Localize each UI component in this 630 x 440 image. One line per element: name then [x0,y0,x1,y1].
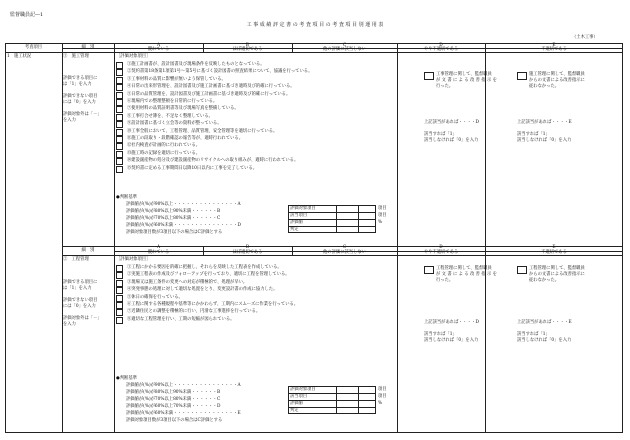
section1-check[interactable] [116,77,123,84]
section2-d-check[interactable] [424,266,434,274]
criteria-line: 評価値が(%)が70%以上80%未満・・・・・・C [126,397,221,402]
score-label: 該当項目 [290,393,308,399]
list-item: ⑥現場内での整理整頓を日常的に行っている。 [127,99,218,104]
section1-check[interactable] [116,143,123,150]
grade-desc-e: 不適切である [541,47,567,52]
col-header-detail: 細 別 [81,44,95,50]
list-item: ⑦近隣住民との調整を積極的に行い、円滑な工事進捗を行っている。 [127,309,261,315]
section2-check[interactable] [116,287,123,294]
grade-letter-c: C [342,42,347,48]
score-label: 評価対象項目 [290,386,316,392]
section2-e-check[interactable] [517,266,527,274]
section1-eval-title: ［評価対象項目］ [116,54,151,59]
section2-check[interactable] [116,309,123,316]
section1-subitem: ① 施工管理 [63,54,89,59]
section1-criteria-title: ●判断基準 [116,195,137,200]
score-unit: % [378,219,383,225]
list-item: ⑧工事打合せ簿を、不足なく整理している。 [127,113,213,119]
s2-grade-desc-c: 他の評価に該当しない [323,249,366,255]
criteria-line: 評価値が(%)が90%以上・・・・・・・・・・・・・・・A [126,383,241,388]
section2-d-text: 工程管理に関して、監督職員 が 文 書 に よ る 改 善 指 示 を 行った。 [436,266,497,283]
section2-d-apply: 上記該当があれば・・・・D 該当すれば「1」 該当しなければ「0」を入力 [424,320,480,343]
list-item: ⑭建設副産物の処分及び建設副産物のリサイクルへの取り組みが、適時に行われている。 [127,158,299,164]
grade-letter-d: D [439,42,443,48]
criteria-line: 評価値が(%)が80%以上90%未満・・・・・・B [126,209,221,214]
section1-check[interactable] [116,106,123,113]
section2-subitem: ② 工程管理 [63,257,89,262]
grade-desc-a: 優れている [147,47,170,52]
criteria-line: 評価値が(%)が60%以上70%未満・・・・・・D [126,404,221,409]
list-item: ⑩工事全般において、工程管理、品質管理、安全管理等を適切に行っている。 [127,128,278,134]
section2-check[interactable] [116,272,123,279]
s2-grade-desc-e: 不適切である [541,249,567,255]
section2-note: 評価できる項目に は「1」を入力 評価できない項目 には「0」を入力 評価対象外は「－」 を入力 [63,280,102,327]
score-unit: 項目 [378,393,387,399]
section2-check[interactable] [116,302,123,309]
s2-grade-desc-b: ほぼ適切である [232,249,263,255]
section1-e-text: 施工管理に関して、監督職員 からの文書による改善指示に 従わなかった。 [529,72,585,89]
section1-score-table [288,205,387,233]
section1-e-check[interactable] [517,72,527,80]
section2-check[interactable] [116,265,123,272]
score-unit: % [378,400,383,406]
section1-check[interactable] [116,136,123,143]
score-label: 評価値 [290,400,303,406]
section1-check[interactable] [116,121,123,128]
section1-category: 1 施工状況 [7,54,32,59]
list-item: ⑥工程に関する各種規程や基準等にかかわらず、工期内にスムーズに作業を行っている。 [127,302,299,307]
section2-check[interactable] [116,295,123,302]
list-item: ②契約書第18条第1項第1号～第5号に基づく設計図書の照査結果について、協議を行っている。 [127,69,313,75]
s2-grade-desc-a: 優れている [147,249,170,255]
section1-check[interactable] [116,114,123,121]
list-item: ⑤日常の品質管理を、設計図書及び施工計画書に基づき適時及び的確に行っている。 [127,91,291,97]
criteria-line: 評価対象項目数が3項目以下の場合はC評価とする [126,418,223,423]
criteria-line: 評価値が(%)が60%未満・・・・・・・・・・・・・・・E [126,411,241,416]
work-type-label: （土木工事） [572,35,598,40]
s2-grade-letter-c: C [342,245,347,251]
list-item: ⑤休日の確保を行っている。 [127,294,183,300]
section1-e-apply: 上記該当があれば・・・・E 該当すれば「1」 該当しなければ「0」を入力 [517,120,572,143]
grade-letter-a: A [156,42,161,48]
criteria-line: 評価値が(%)が90%以上・・・・・・・・・・・・・・・A [126,202,241,207]
list-item: ⑪施工の段取り・段階確認の報告等が、適時行われている。 [127,136,244,141]
criteria-line: 評価値が(%)が70%以上80%未満・・・・・・C [126,216,221,221]
score-label: 判定 [290,226,299,232]
section1-check[interactable] [116,69,123,76]
grade-letter-b: B [245,42,250,48]
section1-check[interactable] [116,129,123,136]
list-item: ⑮契約書に定める工事期間日以降10日以内に工事を完了している。 [127,165,258,171]
section2-col-header-detail: 細 別 [81,248,95,253]
doc-label: 監督職員記―1 [10,12,44,18]
list-item: ③工事材料の品質に影響が無いよう保管している。 [127,76,226,82]
section1-check[interactable] [116,158,123,165]
list-item: ③現場又は施工条件の変更への対応が積極的で、処理が早い。 [127,279,248,285]
grade-desc-d: やや不適切である [423,47,459,52]
section1-check[interactable] [116,166,123,173]
section2-check[interactable] [116,317,123,324]
score-unit: 項目 [378,205,387,211]
section2-eval-title: ［評価対象項目］ [116,257,151,262]
score-label: 該当項目 [290,212,308,218]
section1-d-check[interactable] [424,72,434,80]
score-unit: 項目 [378,212,387,218]
col-header-item: 考査項目 [24,44,43,50]
list-item: ①工程にかかる要因を的確に把握し、それらを反映した工程表を作成している。 [127,265,282,270]
criteria-line: 評価対象項目数が3項目以下の場合はC評価とする [126,230,223,235]
s2-grade-desc-d: やや不適切である [423,249,459,255]
list-item: ①施工計画書が、設計図書及び現場条件を反映したものとなっている。 [127,62,265,67]
grade-desc-b: ほぼ適切である [232,47,263,52]
grade-letter-e: E [552,42,556,48]
grade-desc-c: 他の評価に該当しない [323,47,366,52]
section2-check[interactable] [116,280,123,287]
score-label: 評価値 [290,219,303,225]
criteria-line: 評価値が(%)が80%以上90%未満・・・・・・B [126,390,221,395]
list-item: ⑦使用材料の品質証明書等及び現場写真を整備している。 [127,106,239,112]
score-label: 判定 [290,407,299,413]
list-item: ④日常の出来形管理を、設計図書及び施工計画書に基づき適時及び的確に行っている。 [127,84,295,90]
section1-d-text: 工事管理に関して、監督職員 が 文 書 に よ る 改 善 指 示 を 行った。 [436,72,497,89]
score-label: 評価対象項目 [290,205,316,211]
list-item: ⑨設計図書に基づく立会等の資料が整っている。 [127,121,222,127]
section1-check[interactable] [116,99,123,106]
section1-check[interactable] [116,62,123,69]
section2-score-table [288,386,387,414]
list-item: ⑧適切な工程管理を行い、工期の短縮が図られている。 [127,316,235,322]
section1-note: 評価できる項目に は「1」を入力 評価できない項目 には「0」を入力 評価対象外は「－」 を入力 [63,76,102,123]
criteria-line: 評価値が(%)が60%未満・・・・・・・・・・・・・・・D [126,223,241,228]
section2-e-apply: 上記該当があれば・・・・E 該当すれば「1」 該当しなければ「0」を入力 [517,320,572,343]
list-item: ④突発事態の処理に対して適切な処置をとり、変更設計書の作成に協力した。 [127,287,278,293]
section1-check[interactable] [116,92,123,99]
section1-d-apply: 上記該当があれば・・・・D 該当すれば「1」 該当しなければ「0」を入力 [424,120,480,143]
list-item: ⑬施工時の記録を適切に行っている。 [127,150,201,156]
s2-grade-letter-b: B [245,245,250,251]
section2-e-text: 工程管理に関して、監督職員 からの文書による改善指示に 従わなかった。 [529,266,585,283]
section1-check[interactable] [116,84,123,91]
list-item: ②実施工程表の作成及びフォローアップを行っており、適切に工程を管理している。 [127,272,290,278]
s2-grade-letter-d: D [439,245,443,251]
section1-check[interactable] [116,151,123,158]
page-title: 工 事 成 績 評 定 書 の 考 査 項 目 の 考 査 項 目 別 運 用 表 [246,22,384,28]
list-item: ⑫社内検査が計画的に行われている。 [127,143,201,149]
section2-criteria-title: ●判断基準 [116,376,137,381]
s2-grade-letter-e: E [552,245,556,251]
s2-grade-letter-a: A [156,245,161,251]
score-unit: 項目 [378,386,387,392]
